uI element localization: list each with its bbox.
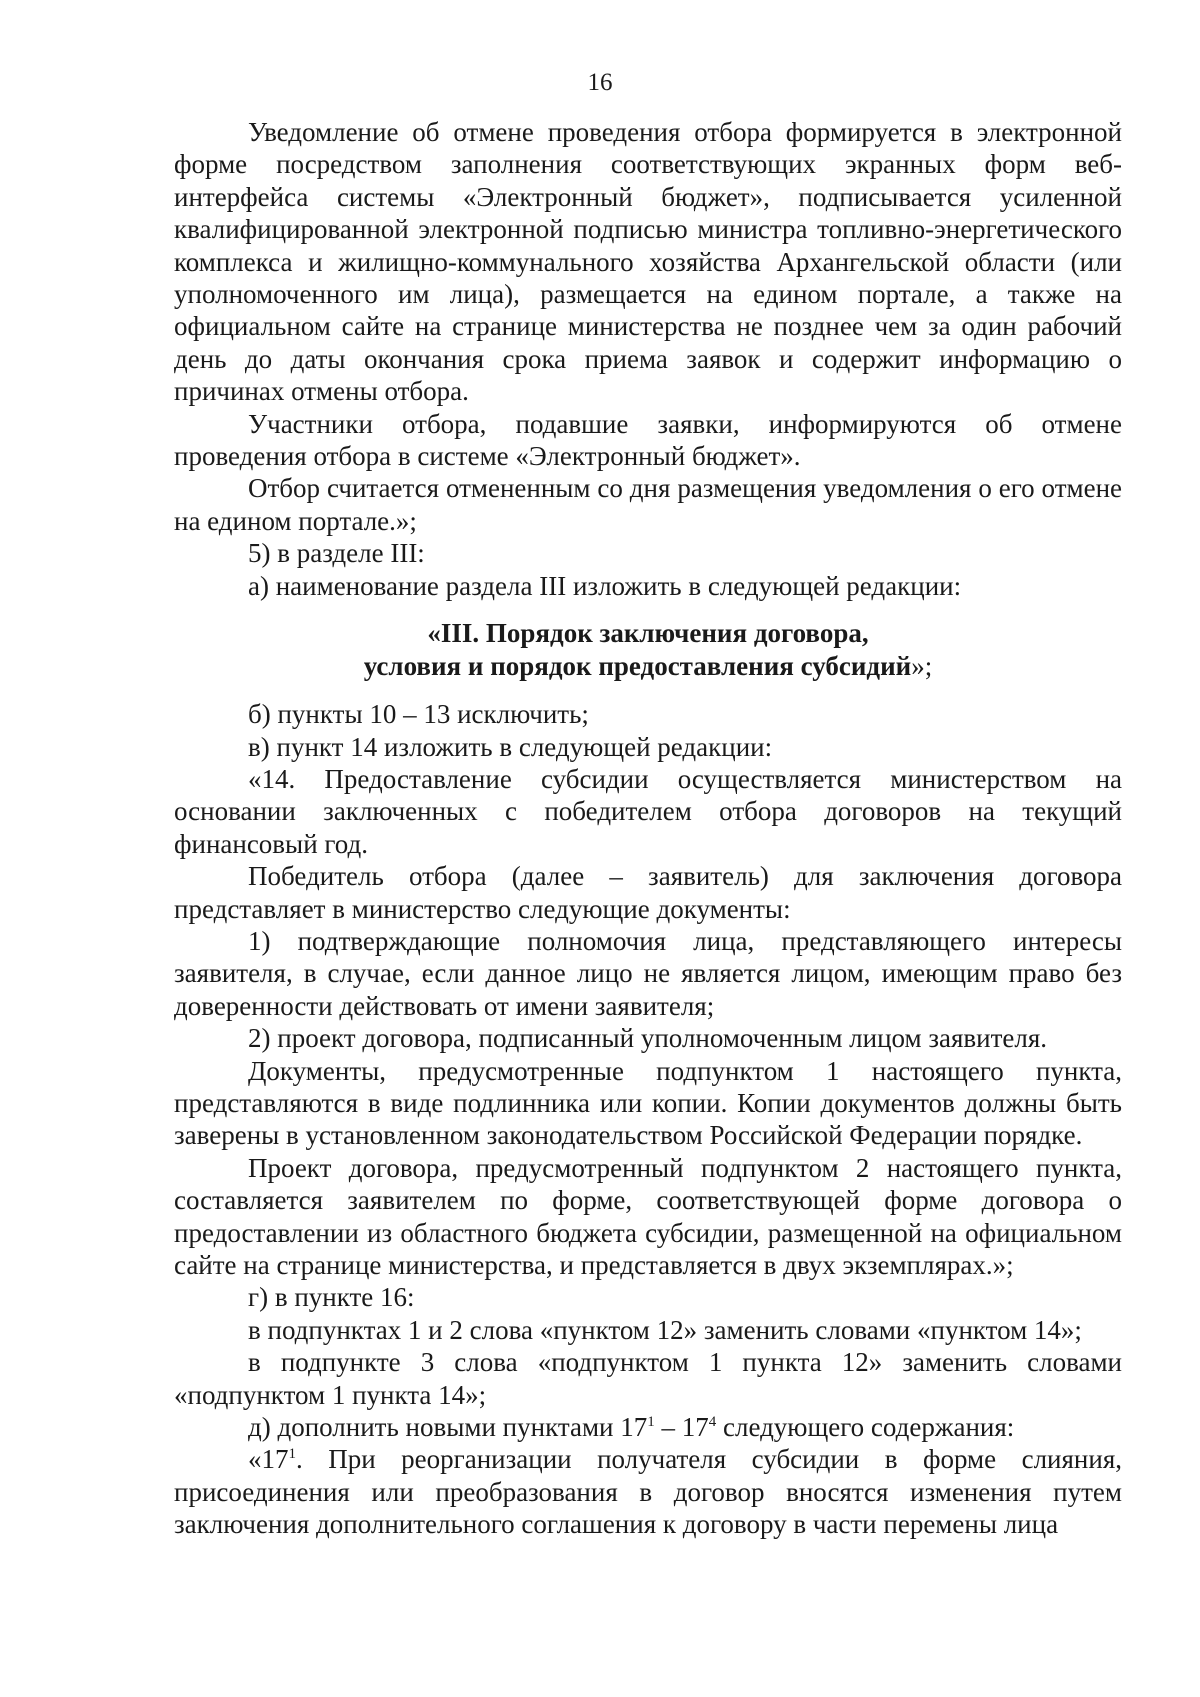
superscript-4: 4 — [708, 1414, 717, 1431]
paragraph-new-items — [174, 1411, 1122, 1443]
section-heading-line-2-tail: »; — [911, 651, 933, 682]
document-body — [174, 116, 1122, 1541]
page-number: 16 — [587, 69, 613, 96]
section-heading — [174, 617, 1122, 683]
paragraph-documents-copies: Документы, предусмотренные подпунктом 1 настоящего пункта, представляются в виде подлинника или копии. Копии документов должны быть заверены в установленном законодательством Российской Федерации порядке. — [174, 1055, 1122, 1151]
paragraph-new-items-middle: – 17 — [654, 1412, 709, 1443]
paragraph-item-14-intro: в) пункт 14 изложить в следующей редакции: — [248, 731, 773, 762]
paragraph-subitems-1-2: в подпунктах 1 и 2 слова «пунктом 12» заменить словами «пунктом 14»; — [248, 1314, 1082, 1345]
paragraph-item-16: г) в пункте 16: — [248, 1282, 415, 1313]
paragraph-subitem-3: в подпункте 3 слова «подпунктом 1 пункта 12» заменить словами «подпунктом 1 пункта 14»; — [174, 1347, 1122, 1410]
superscript-17-1: 1 — [288, 1446, 296, 1463]
paragraph-item-17-1-text: . При реорганизации получателя субсидии в форме слияния, присоединения или преобразования в договор вносятся изменения путем заключения дополнительного соглашения к договору в части перемены лица — [174, 1444, 1122, 1540]
paragraph-winner-documents: Победитель отбора (далее – заявитель) для заключения договора представляет в министерство следующие документы: — [174, 861, 1122, 924]
section-heading-line-2 — [174, 650, 1122, 683]
paragraph-new-items-after: следующего содержания: — [716, 1412, 1015, 1443]
superscript-1: 1 — [647, 1414, 655, 1431]
paragraph-document-2: 2) проект договора, подписанный уполномоченным лицом заявителя. — [248, 1023, 1048, 1054]
paragraph-draft-contract: Проект договора, предусмотренный подпунктом 2 настоящего пункта, составляется заявителем по форме, соответствующей форме договора о предоставлении из областного бюджета субсидии, размещенной на официальном сайте на странице министерства, и представляется в двух экземплярах.»; — [174, 1152, 1122, 1280]
paragraph-participants-informed: Участники отбора, подавшие заявки, информируются об отмене проведения отбора в системе «Электронный бюджет». — [174, 408, 1122, 472]
paragraph-items-excluded: б) пункты 10 – 13 исключить; — [248, 699, 589, 730]
paragraph-item-17-1 — [174, 1443, 1122, 1540]
paragraph-new-items-before: д) дополнить новыми пунктами 17 — [248, 1412, 648, 1443]
paragraph-section-3: 5) в разделе III: — [248, 538, 425, 569]
section-heading-line-2-text: условия и порядок предоставления субсидий — [363, 651, 912, 682]
paragraph-section-title-change: а) наименование раздела III изложить в следующей редакции: — [248, 570, 962, 601]
paragraph-item-14: «14. Предоставление субсидии осуществляется министерством на основании заключенных с победителем отбора договоров на текущий финансовый год. — [174, 763, 1122, 859]
paragraph-item-17-1-before: «17 — [248, 1444, 289, 1475]
paragraph-notice-cancellation: Уведомление об отмене проведения отбора формируется в электронной форме посредством заполнения соответствующих экранных форм веб-интерфейса системы «Электронный бюджет», подписывается усиленной квалифицированной электронной подписью министра топливно-энергетического комплекса и жилищно-коммунального хозяйства Архангельской области (или уполномоченного им лица), размещается на едином портале, а также на официальном сайте на странице министерства не позднее чем за один рабочий день до даты окончания срока приема заявок и содержит информацию о причинах отмены отбора. — [174, 117, 1122, 407]
section-heading-line-1: «III. Порядок заключения договора, — [427, 618, 869, 649]
paragraph-document-1: 1) подтверждающие полномочия лица, представляющего интересы заявителя, в случае, если данное лицо не является лицом, имеющим право без доверенности действовать от имени заявителя; — [174, 925, 1122, 1021]
paragraph-selection-cancelled: Отбор считается отмененным со дня размещения уведомления о его отмене на едином портале.»; — [174, 473, 1122, 536]
